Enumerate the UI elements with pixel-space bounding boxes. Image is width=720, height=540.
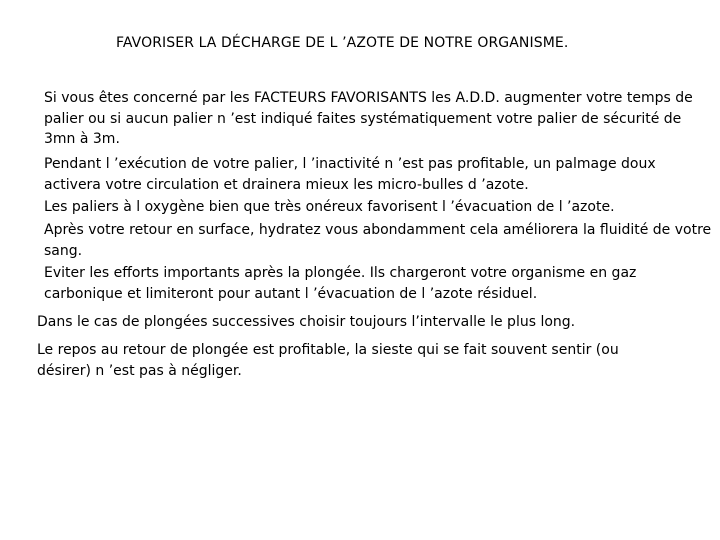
- paragraph-palmage-doux: Pendant l ’exécution de votre palier, l ’inactivité n ’est pas profitable, un palmage doux activera votre circulation et drainera mieux les micro-bulles d ’azote.: [44, 156, 656, 193]
- paragraph-palier-securite: Si vous êtes concerné par les FACTEURS FAVORISANTS les A.D.D. augmenter votre temps de palier ou si aucun palier n ’est indiqué faites systématiquement votre palier de sécurité de 3mn à 3m.: [44, 90, 693, 147]
- paragraph-repos-sieste: Le repos au retour de plongée est profitable, la sieste qui se fait souvent sentir (ou désirer) n ’est pas à négliger.: [37, 342, 619, 379]
- paragraph-plongees-successives: Dans le cas de plongées successives choisir toujours l’intervalle le plus long.: [37, 314, 576, 330]
- paragraph-efforts: Eviter les efforts importants après la plongée. Ils chargeront votre organisme en gaz carbonique et limiteront pour autant l ’évacuation de l ’azote résiduel.: [44, 265, 637, 302]
- paragraph-hydratation: Après votre retour en surface, hydratez vous abondamment cela améliorera la fluidité de votre sang.: [44, 222, 712, 259]
- paragraph-paliers-oxygene: Les paliers à l oxygène bien que très onéreux favorisent l ’évacuation de l ’azote.: [44, 199, 615, 215]
- slide-title: FAVORISER LA DÉCHARGE DE L ’AZOTE DE NOTRE ORGANISME.: [116, 35, 569, 51]
